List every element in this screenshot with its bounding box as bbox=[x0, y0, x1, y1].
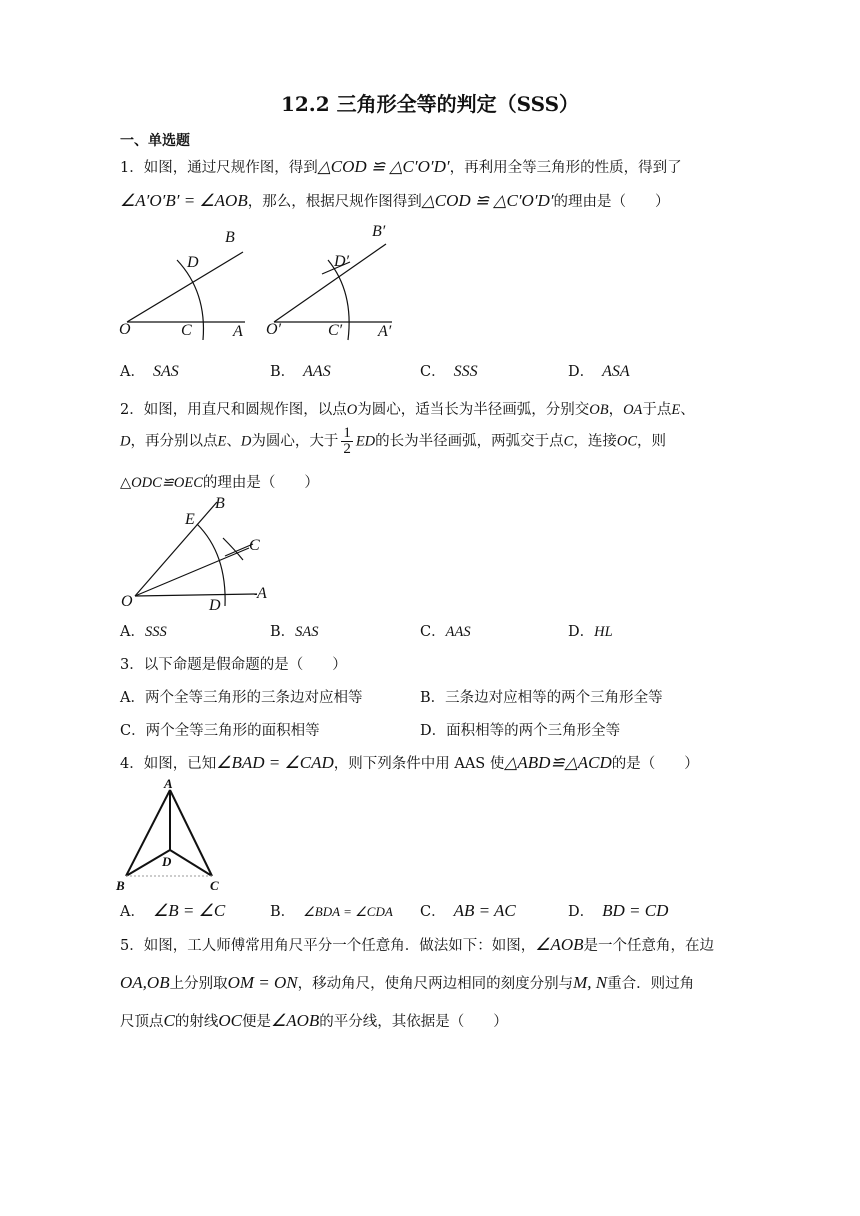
point-label: D′ bbox=[334, 253, 350, 270]
option-a[interactable]: A．SSS bbox=[120, 624, 167, 640]
q2-stem-line2: D，再分别以点E、D为圆心，大于 $\frac{1}{2}$ ED的长为半径画弧，两弧交于点C，连接OC，则 bbox=[120, 425, 666, 457]
q2-stem-line1: 2．如图，用直尺和圆规作图，以点O为圆心，适当长为半径画弧，分别交OB，OA于点E、 bbox=[120, 402, 695, 418]
svg-text:A: A bbox=[257, 585, 267, 602]
q2-stem-line3: △ODC≌OEC的理由是（ ） bbox=[120, 475, 319, 491]
svg-text:D: D bbox=[162, 854, 172, 869]
option-a[interactable]: A． SAS bbox=[120, 363, 179, 380]
point-label: C bbox=[181, 322, 192, 339]
q1-figure-right bbox=[262, 222, 412, 344]
option-a[interactable]: A．两个全等三角形的三条边对应相等 bbox=[120, 690, 363, 706]
q5-stem-line2: OA,OB上分别取OM = ON，移动角尺，使角尺两边相同的刻度分别与M, N重合．则过角 bbox=[120, 973, 695, 992]
point-label: D bbox=[187, 254, 199, 271]
svg-text:D: D bbox=[209, 597, 221, 614]
option-a[interactable]: A． ∠B = ∠C bbox=[120, 901, 226, 920]
q1-text: ，那么，根据尺规作图得到 bbox=[247, 194, 422, 210]
svg-text:C: C bbox=[210, 878, 219, 893]
point-label: B bbox=[225, 229, 235, 246]
page-title: 12.2 三角形全等的判定（SSS） bbox=[280, 92, 580, 116]
svg-text:O: O bbox=[121, 593, 133, 610]
option-b[interactable]: B． ∠BDA = ∠CDA bbox=[270, 904, 393, 920]
option-d[interactable]: D． ASA bbox=[568, 363, 630, 380]
option-d[interactable]: D．面积相等的两个三角形全等 bbox=[420, 723, 621, 739]
q1-text: 的理由是（ ） bbox=[553, 194, 670, 210]
option-b[interactable]: B．三条边对应相等的两个三角形全等 bbox=[420, 690, 663, 706]
point-label: B′ bbox=[372, 223, 386, 240]
q1-text: 1．如图，通过尺规作图，得到 bbox=[120, 160, 318, 176]
svg-text:A: A bbox=[164, 778, 173, 791]
q2-figure bbox=[115, 494, 275, 614]
q1-stem-line1 bbox=[120, 156, 682, 177]
q4-stem: 4．如图，已知∠BAD = ∠CAD，则下列条件中用 AAS 使△ABD≌△ACD的是（ ） bbox=[120, 753, 699, 772]
q1-figure-left bbox=[115, 222, 255, 344]
option-b[interactable]: B． AAS bbox=[270, 363, 331, 380]
option-d[interactable]: D． BD = CD bbox=[568, 901, 669, 920]
point-label: C′ bbox=[328, 322, 343, 339]
option-c[interactable]: C． SSS bbox=[420, 363, 478, 380]
q1-stem-line2 bbox=[120, 190, 670, 211]
point-label: O′ bbox=[266, 321, 282, 338]
option-b[interactable]: B．SAS bbox=[270, 624, 319, 640]
option-c[interactable]: C．AAS bbox=[420, 624, 471, 640]
q3-stem: 3．以下命题是假命题的是（ ） bbox=[120, 657, 347, 673]
q1-math: △COD ≌ △C′O′D′ bbox=[317, 157, 450, 176]
q5-stem-line1: 5．如图，工人师傅常用角尺平分一个任意角．做法如下：如图，∠AOB是一个任意角，在边 bbox=[120, 935, 715, 954]
q5-stem-line3: 尺顶点C的射线OC便是∠AOB的平分线，其依据是（ ） bbox=[120, 1011, 508, 1030]
option-c[interactable]: C． AB = AC bbox=[420, 901, 516, 920]
q1-math: △COD ≌ △C′O′D′ bbox=[421, 191, 554, 210]
point-label: A′ bbox=[378, 323, 392, 340]
section-heading: 一、单选题 bbox=[120, 133, 190, 149]
point-label: A bbox=[233, 323, 243, 340]
option-d[interactable]: D．HL bbox=[568, 624, 613, 640]
q4-figure bbox=[112, 778, 232, 894]
option-c[interactable]: C．两个全等三角形的面积相等 bbox=[120, 723, 320, 739]
svg-text:B: B bbox=[116, 878, 125, 893]
q1-text: ，再利用全等三角形的性质，得到了 bbox=[449, 160, 682, 176]
fraction-one-half: $\frac{1}{2}$ bbox=[343, 425, 351, 457]
svg-text:E: E bbox=[185, 511, 195, 528]
svg-text:C: C bbox=[249, 537, 260, 554]
q1-math: ∠A′O′B′ = ∠AOB bbox=[120, 191, 248, 210]
point-label: O bbox=[119, 321, 131, 338]
svg-text:B: B bbox=[215, 495, 225, 512]
